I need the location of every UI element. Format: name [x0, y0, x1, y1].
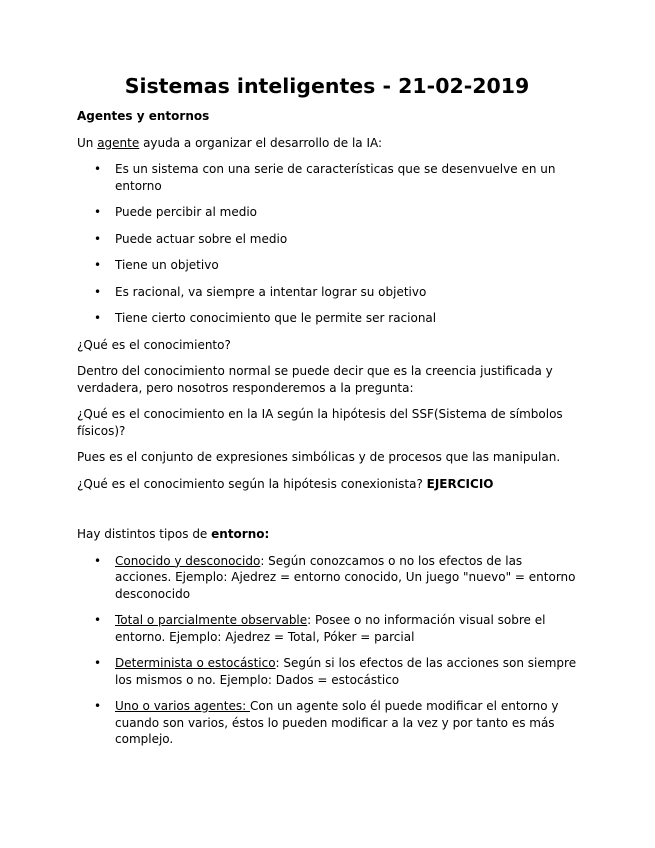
- list-item: [77, 284, 577, 301]
- spacer: [77, 502, 577, 526]
- intro-text-post: ayuda a organizar el desarrollo de la IA:: [139, 135, 383, 150]
- list-item-text: Es un sistema con una serie de características que se desenvuelve en un entorno: [115, 162, 556, 193]
- environment-types-list: [77, 553, 577, 748]
- list-item: [77, 612, 577, 645]
- paragraph-knowledge: Dentro del conocimiento normal se puede decir que es la creencia justificada y verdadera, pero nosotros responderemos a la pregunta:: [77, 364, 553, 395]
- bullet-icon: •: [94, 258, 102, 272]
- list-item: [77, 257, 577, 274]
- environment-type-term: Conocido y desconocido: [115, 553, 261, 568]
- question-knowledge: ¿Qué es el conocimiento?: [77, 337, 231, 352]
- list-item-text: Puede actuar sobre el medio: [115, 231, 288, 246]
- agent-term: agente: [97, 135, 140, 150]
- environment-type-term: Uno o varios agentes:: [115, 699, 250, 713]
- question-connectionist: [77, 476, 577, 493]
- bullet-icon: •: [94, 656, 102, 670]
- list-item: [77, 310, 577, 327]
- environment-intro: [77, 526, 577, 543]
- agent-properties-list: [77, 161, 577, 327]
- section-heading: Agentes y entornos: [77, 109, 210, 123]
- exercise-label: EJERCICIO: [426, 476, 494, 491]
- environment-type-desc: : Según si los efectos de las acciones son siempre los mismos o no. Ejemplo: Dados = estocástico: [115, 656, 577, 687]
- question-ssf: ¿Qué es el conocimiento en la IA según la hipótesis del SSF(Sistema de símbolos físicos)?: [77, 407, 563, 438]
- paragraph-ssf: Pues es el conjunto de expresiones simbólicas y de procesos que las manipulan.: [77, 450, 561, 464]
- environment-term: entorno:: [211, 527, 270, 541]
- list-item-text: Tiene cierto conocimiento que le permite ser racional: [115, 311, 437, 325]
- list-item-text: Es racional, va siempre a intentar lograr su objetivo: [115, 284, 427, 299]
- list-item-text: Puede percibir al medio: [115, 205, 257, 219]
- bullet-icon: •: [94, 205, 102, 219]
- intro-text-pre: Un: [77, 135, 98, 150]
- bullet-icon: •: [94, 613, 102, 627]
- bullet-icon: •: [94, 162, 102, 176]
- list-item: [77, 655, 577, 688]
- bullet-icon: •: [94, 699, 102, 713]
- document-title: Sistemas inteligentes - 21-02-2019: [124, 74, 530, 98]
- bullet-icon: •: [94, 284, 102, 299]
- environment-intro-text: Hay distintos tipos de: [77, 527, 212, 541]
- bullet-icon: •: [94, 553, 102, 568]
- list-item: [77, 553, 577, 603]
- document-page: [77, 72, 577, 758]
- environment-type-desc: Con un agente solo él puede modificar el entorno y cuando son varios, éstos lo pueden modificar a la vez y por tanto es más complejo.: [115, 699, 559, 746]
- bullet-icon: •: [94, 311, 102, 325]
- environment-type-term: Total o parcialmente observable: [115, 613, 308, 627]
- environment-type-desc: : Según conozcamos o no los efectos de las acciones. Ejemplo: Ajedrez = entorno conocido, Un juego "nuevo" = entorno desconocido: [115, 553, 576, 601]
- agent-intro: [77, 135, 577, 152]
- list-item: [77, 231, 577, 248]
- environment-type-desc: : Posee o no información visual sobre el entorno. Ejemplo: Ajedrez = Total, Póker = parcial: [115, 613, 546, 644]
- bullet-icon: •: [94, 231, 102, 246]
- list-item: [77, 204, 577, 221]
- question-text: ¿Qué es el conocimiento según la hipótesis conexionista?: [77, 476, 427, 491]
- list-item: [77, 161, 577, 194]
- list-item: [77, 698, 577, 748]
- list-item-text: Tiene un objetivo: [115, 258, 219, 272]
- environment-type-term: Determinista o estocástico: [115, 656, 276, 670]
